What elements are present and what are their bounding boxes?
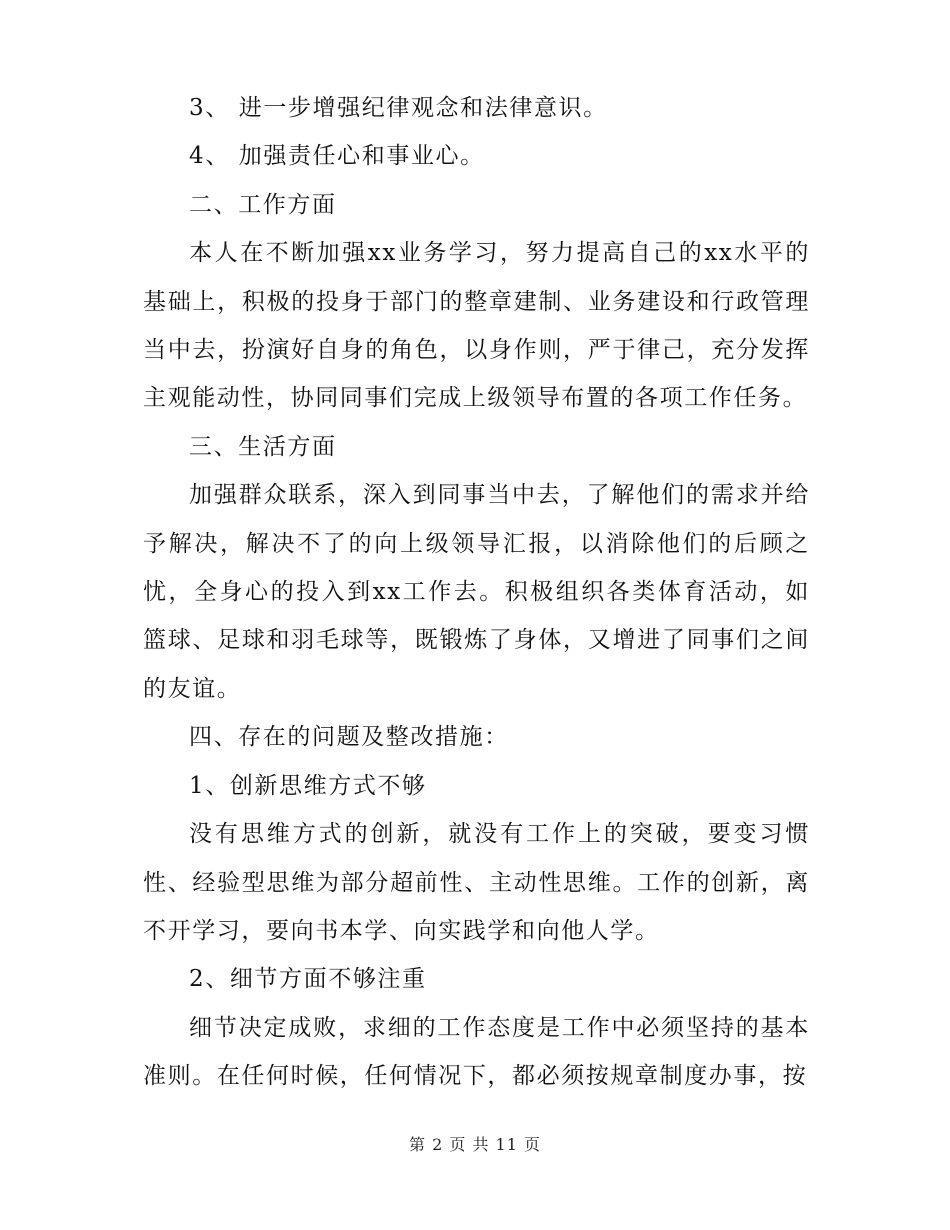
paragraph-innovation: 没有思维方式的创新，就没有工作上的突破，要变习惯性、经验型思维为部分超前性、主动性思维。工作的创新，离不开学习，要向书本学、向实践学和向他人学。 [143, 821, 810, 944]
section-heading-work: 二、工作方面 [189, 191, 337, 218]
paragraph-work: 本人在不断加强xx业务学习，努力提高自己的xx水平的基础上，积极的投身于部门的整章建制、业务建设和行政管理当中去，扮演好自身的角色，以身作则，严于律己，充分发挥主观能动性，协同同事们完成上级领导布置的各项工作任务。 [143, 240, 810, 412]
list-item-responsibility: 4、 加强责任心和事业心。 [189, 143, 485, 170]
paragraph-life: 加强群众联系，深入到同事当中去，了解他们的需求并给予解决，解决不了的向上级领导汇报，以消除他们的后顾之忧，全身心的投入到xx工作去。积极组织各类体育活动，如篮球、足球和羽毛球等，既锻炼了身体，又增进了同事们之间的友谊。 [143, 482, 810, 702]
page-number-footer: 第 2 页 共 11 页 [409, 1135, 541, 1154]
section-heading-problems: 四、存在的问题及整改措施： [189, 724, 509, 751]
subheading-details: 2、细节方面不够注重 [189, 966, 427, 993]
list-item-discipline: 3、 进一步增强纪律观念和法律意识。 [189, 95, 608, 121]
paragraph-details: 细节决定成败，求细的工作态度是工作中必须坚持的基本准则。在任何时候，任何情况下，都必须按规章制度办事，按 [143, 1014, 810, 1090]
document-body [143, 84, 810, 1101]
subheading-innovation: 1、创新思维方式不够 [189, 772, 427, 799]
section-heading-life: 三、生活方面 [189, 433, 337, 460]
